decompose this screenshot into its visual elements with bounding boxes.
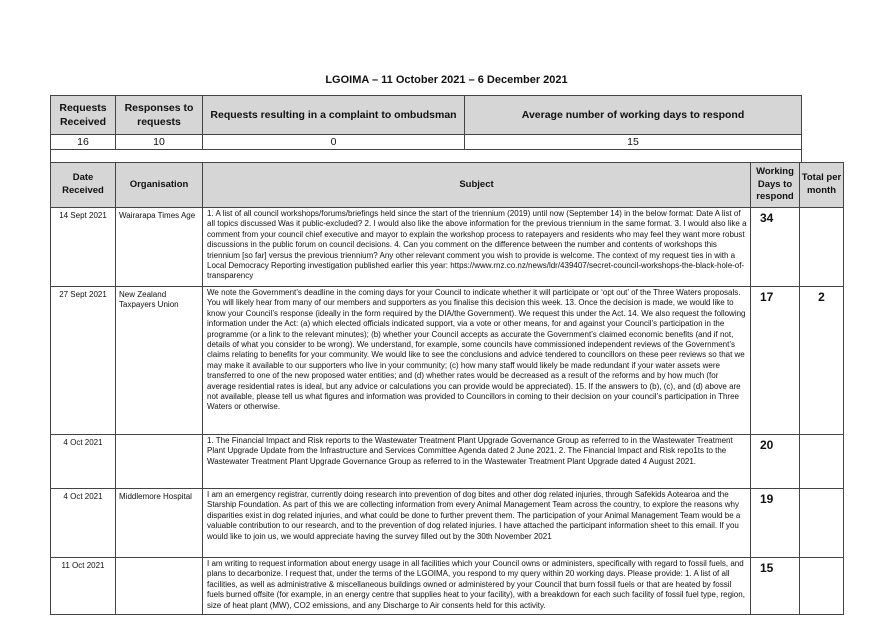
working-days-cell: 19: [751, 489, 800, 558]
responses-header: Responses to requests: [116, 96, 203, 135]
organisation-cell: New Zealand Taxpayers Union: [116, 287, 203, 435]
date-header: Date Received: [51, 163, 116, 208]
summary-values-row: [51, 135, 802, 150]
page-title: LGOIMA – 11 October 2021 – 6 December 2021: [325, 74, 568, 86]
date-cell: 11 Oct 2021: [51, 558, 116, 615]
table-row: [51, 208, 844, 287]
complaints-header: Requests resulting in a complaint to ombudsman: [203, 96, 465, 135]
subject-cell: I am an emergency registrar, currently doing research into prevention of dog bites and other dog related injuries, through Safekids Aotearoa and the Starship Foundation. As part of this we are collecting information from every Animal Management Team across the country, to explore the reasons why disparities exist in dog related injuries, and what could be done to further prevent them. The participation of your Animal Management Team would be a valuable contribution to our research, and to the prevention of dog related injuries. I have attached the participant information sheet to this email. If you would like to join us, we would appreciate having the survey filled out by the 30th November 2021: [203, 489, 751, 558]
date-cell: 27 Sept 2021: [51, 287, 116, 435]
table-row: [51, 558, 844, 615]
total-cell: [800, 435, 844, 489]
table-spacer: [50, 149, 802, 163]
subject-cell: 1. A list of all council workshops/forums/briefings held since the start of the triennium (2019) until now (September 14) in the below format: Date A list of all topics discussed Was it public-excluded? 2. I would also like the above information for the previous triennium in the same format. 3. I would also like a comment from your council chief executive and mayor to explain the workshop process to ratepayers and residents who may feel they want more robust discussions in the public forum on council decisions. 4. Can you comment on the difference between the number and contents of workshops this triennium [so far] versus the previous triennium? Any other relevant comment you wish to provide is welcome. The context of my request ties in with a Local Democracy Reporting investigation published earlier this year: https://www.rnz.co.nz/news/ldr/439407/secret-council-workshops-the-black-hole-of-transparency: [203, 208, 751, 287]
working-days-cell: 15: [751, 558, 800, 615]
summary-header-row: [51, 96, 802, 135]
subject-cell: 1. The Financial Impact and Risk reports to the Wastewater Treatment Plant Upgrade Governance Group as referred to in the Wastewater Treatment Plant Upgrade Update from the Infrastructure and Services Committee Agenda dated 2 June 2021. 2. The Financial Impact and Risk repo1ts to the Wastewater Treatment Plant Upgrade Governance Group as referred to in the Wastewater Treatment Plant Upgrade dated 4 August 2021.: [203, 435, 751, 489]
responses-value: 10: [116, 135, 203, 150]
total-cell: 2: [800, 287, 844, 435]
average-days-header: Average number of working days to respond: [465, 96, 802, 135]
date-cell: 4 Oct 2021: [51, 435, 116, 489]
total-cell: [800, 558, 844, 615]
requests-table: [50, 162, 844, 615]
date-cell: 4 Oct 2021: [51, 489, 116, 558]
organisation-header: Organisation: [116, 163, 203, 208]
table-row: [51, 287, 844, 435]
organisation-cell: [116, 558, 203, 615]
total-cell: [800, 489, 844, 558]
date-cell: 14 Sept 2021: [51, 208, 116, 287]
working-days-cell: 17: [751, 287, 800, 435]
complaints-value: 0: [203, 135, 465, 150]
total-header: Total per month: [800, 163, 844, 208]
average-days-value: 15: [465, 135, 802, 150]
total-cell: [800, 208, 844, 287]
organisation-cell: Wairarapa Times Age: [116, 208, 203, 287]
table-row: [51, 489, 844, 558]
organisation-cell: [116, 435, 203, 489]
subject-cell: We note the Government’s deadline in the coming days for your Council to indicate whether it will participate or ‘opt out’ of the Three Waters proposals. You will likely hear from many of our members and supporters as you finalise this decision this week. 13. Once the decision is made, we would like to know your Council’s response (ideally in the form required by the DIA/the Government). We request this under the Act. 14. We also request the following information under the Act: (a) which elected officials indicated support, via a vote or other means, for and against your Council’s participation in the programme (or a link to the relevant minutes); (b) whether your Council accepts as accurate the Government’s claimed economic benefits (and if not, details of what you consider to be wrong). We understand, for example, some councils have commissioned independent reviews of the Government’s claims relating to benefits for your community. We would like to see the conclusions and advice tendered to councillors on these peer reviews so that we may make it available to our supporters who live in your community; (c) how many staff would likely be made redundant if your water assets were transferred to one of the new proposed water entities; and (d) whether rates would be decreased as a result of the reforms and by how much (for average residential rates is ideal, but any advice or calculations you can provide would be appreciated). 15. If the answers to (b), (c), and (d) above are not available, please tell us what figures and information was provided to Councillors in coming to their decision on your council’s participation in Three Waters or otherwise.: [203, 287, 751, 435]
working-days-cell: 20: [751, 435, 800, 489]
working-days-cell: 34: [751, 208, 800, 287]
subject-header: Subject: [203, 163, 751, 208]
requests-received-value: 16: [51, 135, 116, 150]
requests-header-row: [51, 163, 844, 208]
table-row: [51, 435, 844, 489]
organisation-cell: Middlemore Hospital: [116, 489, 203, 558]
working-days-header: Working Days to respond: [751, 163, 800, 208]
requests-received-header: Requests Received: [51, 96, 116, 135]
subject-cell: I am writing to request information about energy usage in all facilities which your Council owns or administers, specifically with regard to fossil fuels, and plans to decarbonize. I request that, under the terms of the LGOIMA, you respond to my query within 20 working days. Please provide: 1. A list of all facilities, as well as administrative & miscellaneous buildings owned or administered by your Council that burn fossil fuels or that are heated by fossil fuels burned offsite (for example, in an energy centre that supplies heat to your facility), with a breakdown for each such facility of fossil fuel type, region, size of heat plant (MW), CO2 emissions, and any Discharge to Air consents held for this activity.: [203, 558, 751, 615]
summary-table: [50, 95, 802, 150]
